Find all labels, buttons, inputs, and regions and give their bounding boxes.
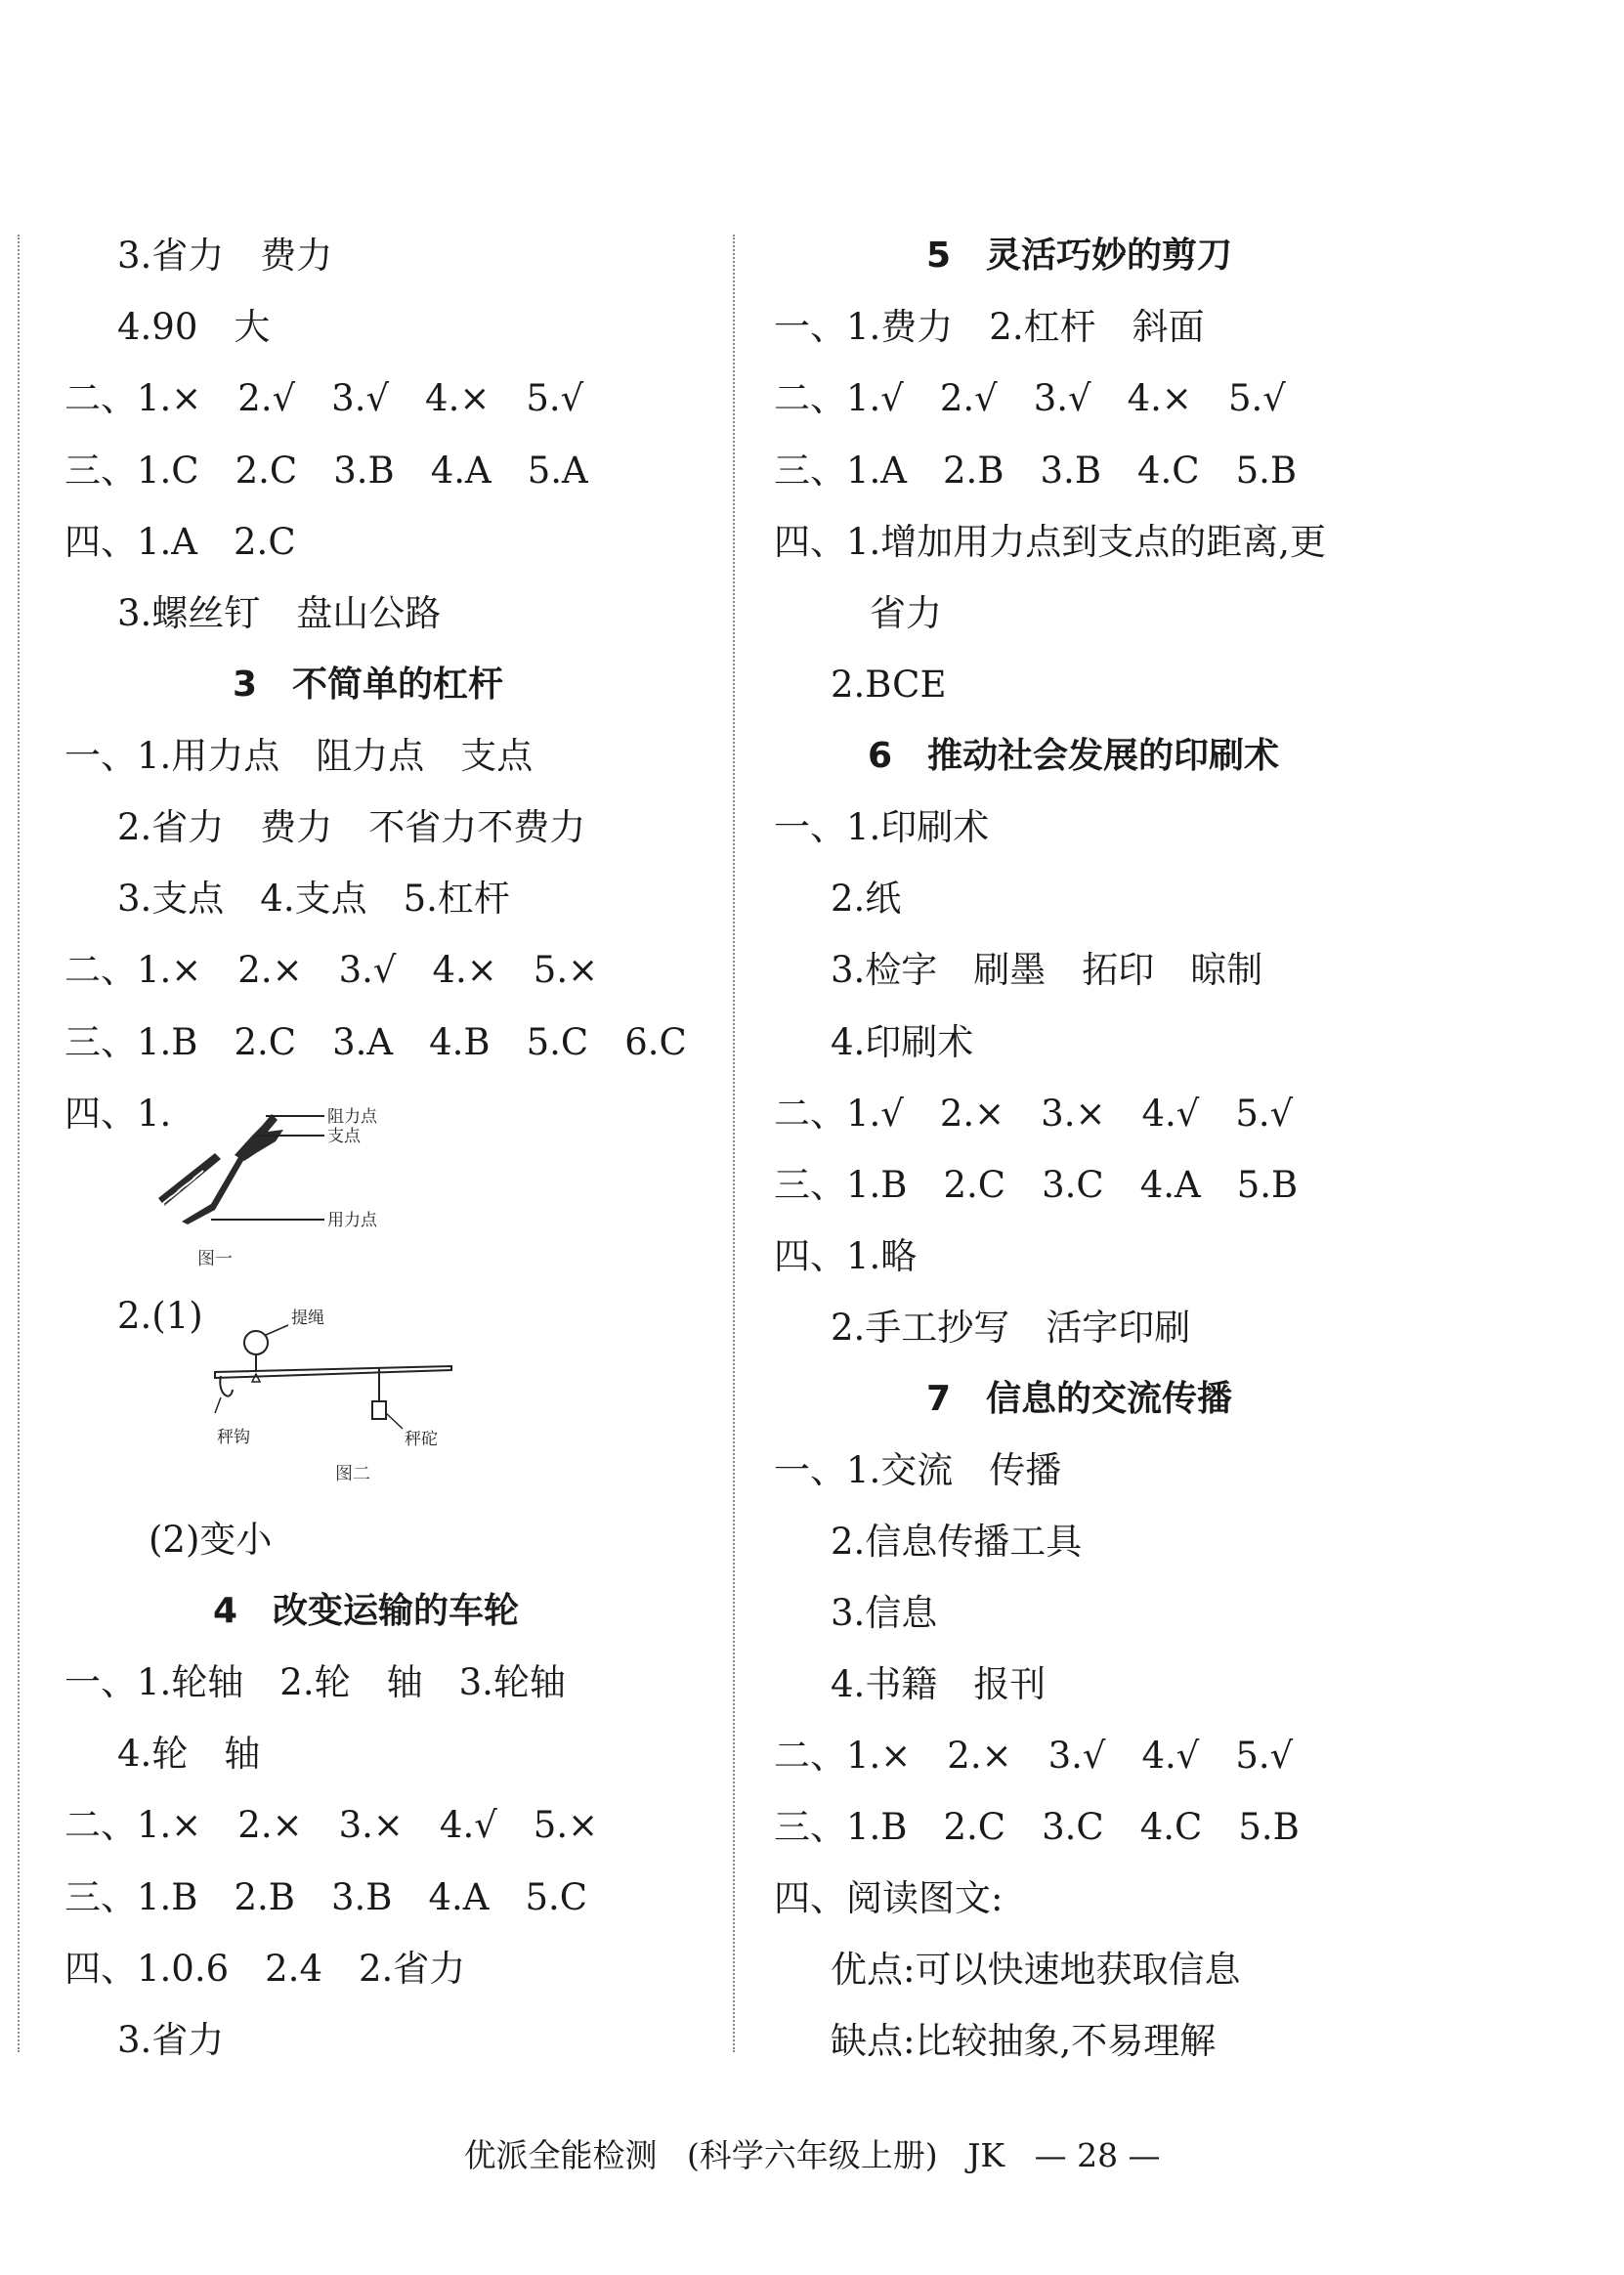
- footer-subject: (科学六年级上册): [686, 2136, 938, 2174]
- answer-line: 2.纸: [831, 878, 902, 920]
- answer-line: 二、1.× 2.× 3.× 4.√ 5.×: [64, 1804, 599, 1846]
- answer-line: 4.印刷术: [831, 1021, 974, 1063]
- answer-line: 2.信息传播工具: [831, 1521, 1083, 1563]
- answer-line: 四、1.增加用力点到支点的距离,更: [774, 521, 1327, 563]
- answer-line: 三、1.B 2.C 3.C 4.C 5.B: [774, 1806, 1300, 1848]
- figure1-label-resistance: 阻力点: [327, 1107, 377, 1127]
- answer-line: 3.省力: [117, 2019, 225, 2061]
- figure1-label-fulcrum: 支点: [327, 1127, 361, 1146]
- answer-line: 4.书籍 报刊: [831, 1663, 1047, 1705]
- section-heading: 5 灵活巧妙的剪刀: [926, 236, 1233, 276]
- answer-line: 二、1.√ 2.× 3.× 4.√ 5.√: [774, 1093, 1294, 1135]
- answer-line: 优点:可以快速地获取信息: [831, 1949, 1241, 1991]
- figure1-label-effort: 用力点: [327, 1211, 377, 1230]
- column-divider: [733, 235, 735, 2052]
- answer-line: 缺点:比较抽象,不易理解: [831, 2020, 1217, 2062]
- answer-line: 四、1.0.6 2.4 2.省力: [64, 1948, 466, 1990]
- answer-line: 三、1.B 2.B 3.B 4.A 5.C: [64, 1876, 588, 1918]
- answer-line: 2.省力 费力 不省力不费力: [117, 806, 586, 848]
- answer-line: 四、1.略: [774, 1235, 918, 1277]
- answer-line: 三、1.A 2.B 3.B 4.C 5.B: [774, 450, 1298, 492]
- footer-edition: JK: [967, 2136, 1005, 2174]
- section-heading: 7 信息的交流传播: [926, 1379, 1233, 1419]
- answer-line: 3.检字 刷墨 拓印 晾制: [831, 949, 1263, 991]
- answer-line: 4.90 大: [117, 306, 271, 348]
- figure1-caption: 图一: [197, 1249, 233, 1269]
- answer-line: 3.省力 费力: [117, 235, 333, 277]
- figure2-caption: 图二: [335, 1464, 370, 1484]
- answer-line: 3.信息: [831, 1592, 938, 1634]
- figure2-label-lift-rope: 提绳: [291, 1309, 324, 1328]
- answer-line: 二、1.√ 2.√ 3.√ 4.× 5.√: [774, 377, 1286, 419]
- steelyard-figure: [195, 1288, 469, 1493]
- figure2-label-hook: 秤钩: [217, 1428, 250, 1447]
- answer-line: 3.支点 4.支点 5.杠杆: [117, 878, 510, 920]
- answer-line: 二、1.× 2.× 3.√ 4.√ 5.√: [774, 1735, 1294, 1777]
- answer-line: 四、1.: [64, 1093, 172, 1135]
- page-footer: [0, 2130, 1624, 2176]
- answer-line: 一、1.费力 2.杠杆 斜面: [774, 306, 1205, 348]
- page-number: — 28 —: [1034, 2136, 1161, 2174]
- section-heading: 6 推动社会发展的印刷术: [868, 736, 1280, 776]
- answer-line: 三、1.B 2.C 3.C 4.A 5.B: [774, 1164, 1299, 1206]
- answer-line: 一、1.用力点 阻力点 支点: [64, 735, 534, 777]
- answer-line: 三、1.C 2.C 3.B 4.A 5.A: [64, 450, 588, 492]
- left-margin-rule: [18, 235, 20, 2052]
- section-heading: 3 不简单的杠杆: [233, 665, 504, 705]
- answer-line: 二、1.× 2.× 3.√ 4.× 5.×: [64, 949, 599, 991]
- answer-line: 省力: [870, 592, 942, 634]
- answer-line: 一、1.交流 传播: [774, 1449, 1062, 1491]
- answer-line: 四、阅读图文:: [774, 1877, 1004, 1919]
- answer-line: (2)变小: [149, 1519, 273, 1561]
- answer-line: 二、1.× 2.√ 3.√ 4.× 5.√: [64, 377, 584, 419]
- section-heading: 4 改变运输的车轮: [213, 1591, 520, 1631]
- answer-line: 三、1.B 2.C 3.A 4.B 5.C 6.C: [64, 1021, 687, 1063]
- footer-title: 优派全能检测: [463, 2136, 658, 2174]
- answer-line: 3.螺丝钉 盘山公路: [117, 592, 442, 634]
- figure2-label-weight: 秤砣: [405, 1430, 438, 1449]
- answer-line: 四、1.A 2.C: [64, 521, 296, 563]
- answer-line: 一、1.轮轴 2.轮 轴 3.轮轴: [64, 1661, 566, 1703]
- answer-line: 2.(1): [117, 1295, 203, 1337]
- answer-line: 2.BCE: [831, 664, 947, 706]
- pliers-lever-figure: [147, 1093, 401, 1278]
- answer-line: 4.轮 轴: [117, 1733, 261, 1775]
- answer-line: 2.手工抄写 活字印刷: [831, 1307, 1191, 1349]
- answer-line: 一、1.印刷术: [774, 806, 990, 848]
